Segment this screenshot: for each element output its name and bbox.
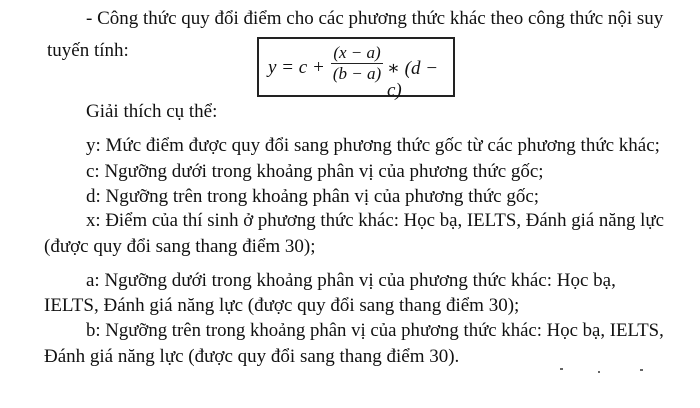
definition-a-line-1: a: Ngưỡng dưới trong khoảng phân vị của phương thức khác: Học bạ,: [86, 270, 616, 291]
definition-x-line-2: (được quy đổi sang thang điểm 30);: [44, 236, 316, 257]
definition-a-line-2: IELTS, Đánh giá năng lực (được quy đổi sang thang điểm 30);: [44, 295, 520, 316]
formula-lhs: y = c +: [268, 57, 325, 78]
scan-speck: [640, 369, 643, 371]
intro-line-1: - Công thức quy đổi điểm cho các phương thức khác theo công thức nội suy: [86, 8, 664, 29]
scan-speck: [560, 368, 563, 370]
scan-speck: [598, 371, 600, 373]
formula-numerator: (x − a): [333, 43, 381, 62]
definition-b-line-2: Đánh giá năng lực (được quy đổi sang thang điểm 30).: [44, 346, 460, 367]
formula-rhs: ∗ (d − c): [387, 58, 439, 101]
formula-fraction: [329, 43, 385, 84]
formula-denominator: (b − a): [332, 64, 382, 83]
formula-box: [257, 37, 455, 101]
definition-x-line-1: x: Điểm của thí sinh ở phương thức khác: Học bạ, IELTS, Đánh giá năng lực: [86, 210, 664, 231]
definition-y: y: Mức điểm được quy đổi sang phương thức gốc từ các phương thức khác;: [86, 135, 660, 156]
definition-b-line-1: b: Ngưỡng trên trong khoảng phân vị của phương thức khác: Học bạ, IELTS,: [86, 320, 664, 341]
intro-line-2: tuyến tính:: [47, 40, 129, 61]
definition-d: d: Ngưỡng trên trong khoảng phân vị của phương thức gốc;: [86, 186, 540, 207]
definition-c: c: Ngưỡng dưới trong khoảng phân vị của phương thức gốc;: [86, 161, 544, 182]
explain-heading: Giải thích cụ thể:: [86, 101, 218, 122]
